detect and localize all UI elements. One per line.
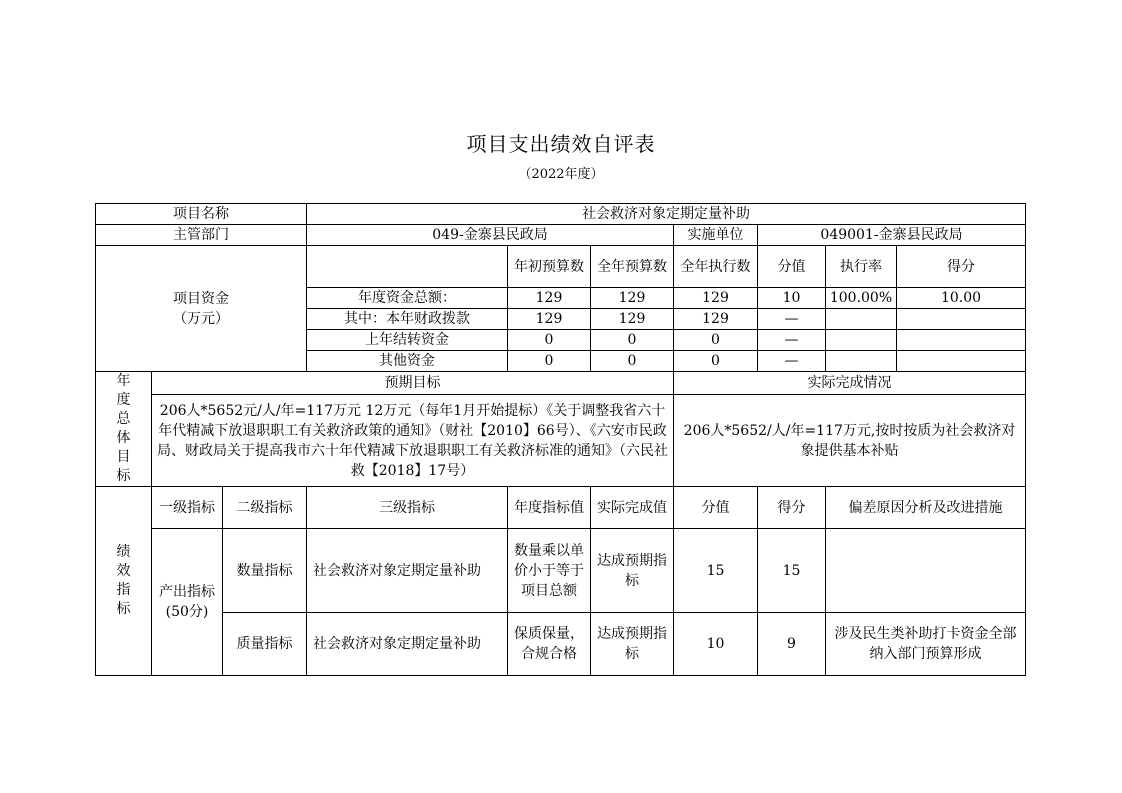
header-target: 年度指标值 [508, 487, 591, 529]
indicator-level2: 质量指标 [223, 613, 307, 676]
funds-row-label: 其中：本年财政拨款 [307, 309, 508, 330]
funds-row-initial: 129 [508, 309, 591, 330]
actual-completion-header: 实际完成情况 [674, 372, 1026, 395]
indicators-label-text: 绩效指标 [116, 544, 131, 617]
dept-value: 049-金寨县民政局 [307, 225, 674, 246]
indicator-target: 保质保量，合规合格 [508, 613, 591, 676]
funds-row-label: 年度资金总额： [307, 288, 508, 309]
indicator-reason [826, 529, 1026, 613]
level1-output: 产出指标(50分) [152, 529, 223, 676]
indicator-target: 数量乘以单价小于等于项目总额 [508, 529, 591, 613]
funds-row-rate: 100.00% [826, 288, 897, 309]
funds-row-score [897, 309, 1026, 330]
indicator-score: 15 [758, 529, 826, 613]
page-title: 项目支出绩效自评表 [466, 132, 656, 156]
funds-row-annual: 129 [591, 288, 674, 309]
funds-row-exec: 129 [674, 309, 758, 330]
header-exec-rate: 执行率 [826, 246, 897, 288]
header-actual: 实际完成值 [591, 487, 674, 529]
header-level2: 二级指标 [223, 487, 307, 529]
page-subtitle-year: （2022年度） [518, 167, 604, 182]
indicator-value: 10 [674, 613, 758, 676]
evaluation-table [95, 203, 1026, 676]
header-annual-exec: 全年执行数 [674, 246, 758, 288]
indicator-level3: 社会救济对象定期定量补助 [307, 529, 508, 613]
funds-row-value: — [758, 309, 826, 330]
expected-goal-text: 206人*5652元/人/年=117万元 12万元（每年1月开始提标）《关于调整我省六十年代精减下放退职职工有关救济政策的通知》（财社【2010】66号）、《六安市民政局、财政局关于提高我市六十年代精减下放退职职工有关救济标准的通知》（六民社救【2018】17号） [152, 395, 674, 487]
header-score: 得分 [758, 487, 826, 529]
funds-row-annual: 129 [591, 309, 674, 330]
funds-row-initial: 129 [508, 288, 591, 309]
indicator-level3: 社会救济对象定期定量补助 [307, 613, 508, 676]
row-project-name [96, 204, 1026, 225]
funds-row-score: 10.00 [897, 288, 1026, 309]
funds-row-initial: 0 [508, 351, 591, 372]
row-funds-header [96, 246, 1026, 288]
funds-row-rate [826, 351, 897, 372]
header-value: 分值 [674, 487, 758, 529]
header-score: 得分 [897, 246, 1026, 288]
indicator-score: 9 [758, 613, 826, 676]
header-score-value: 分值 [758, 246, 826, 288]
indicator-level2: 数量指标 [223, 529, 307, 613]
indicator-row [96, 613, 1026, 676]
header-reason: 偏差原因分析及改进措施 [826, 487, 1026, 529]
funds-row-score [897, 330, 1026, 351]
funds-row-label: 上年结转资金 [307, 330, 508, 351]
project-name-value: 社会救济对象定期定量补助 [307, 204, 1026, 225]
impl-label: 实施单位 [674, 225, 758, 246]
funds-row-annual: 0 [591, 330, 674, 351]
funds-row-value: — [758, 351, 826, 372]
actual-completion-text: 206人*5652/人/年=117万元,按时按质为社会救济对象提供基本补贴 [674, 395, 1026, 487]
impl-value: 049001-金寨县民政局 [758, 225, 1026, 246]
row-indicators-header [96, 487, 1026, 529]
expected-goal-header: 预期目标 [152, 372, 674, 395]
funds-label-line1: 项目资金 [173, 290, 229, 307]
row-department [96, 225, 1026, 246]
dept-label: 主管部门 [96, 225, 307, 246]
funds-row-score [897, 351, 1026, 372]
indicator-actual: 达成预期指标 [591, 529, 674, 613]
funds-row-value: — [758, 330, 826, 351]
goals-label [96, 372, 152, 487]
funds-row-rate [826, 309, 897, 330]
project-name-label: 项目名称 [96, 204, 307, 225]
indicator-actual: 达成预期指标 [591, 613, 674, 676]
funds-row-exec: 0 [674, 330, 758, 351]
header-level1: 一级指标 [152, 487, 223, 529]
header-level3: 三级指标 [307, 487, 508, 529]
funds-row-rate [826, 330, 897, 351]
indicator-row [96, 529, 1026, 613]
indicator-value: 15 [674, 529, 758, 613]
row-goals-header [96, 372, 1026, 395]
row-goals-content [96, 395, 1026, 487]
funds-label-line2: （万元） [173, 310, 229, 327]
indicator-reason: 涉及民生类补助打卡资金全部纳入部门预算形成 [826, 613, 1026, 676]
funds-row-value: 10 [758, 288, 826, 309]
funds-row-label: 其他资金 [307, 351, 508, 372]
funds-row-initial: 0 [508, 330, 591, 351]
header-initial-budget: 年初预算数 [508, 246, 591, 288]
funds-row-exec: 0 [674, 351, 758, 372]
goals-label-text: 年度总体目标 [116, 373, 131, 484]
funds-header-blank [307, 246, 508, 288]
funds-row-annual: 0 [591, 351, 674, 372]
funds-row-exec: 129 [674, 288, 758, 309]
funds-label [96, 246, 307, 372]
header-annual-budget: 全年预算数 [591, 246, 674, 288]
indicators-label [96, 487, 152, 676]
